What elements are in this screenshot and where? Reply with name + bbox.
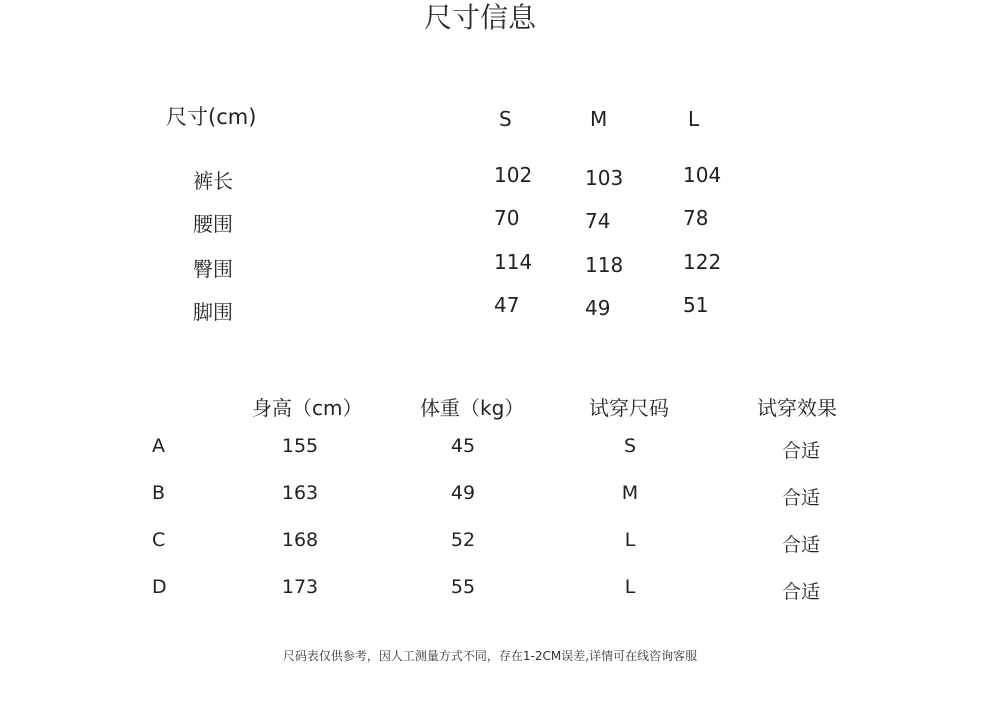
fit-row-id: C (152, 529, 166, 551)
fit-header-weight: 体重（kg） (420, 396, 525, 420)
size-cell: 122 (683, 250, 722, 274)
size-col-l: L (688, 107, 700, 131)
size-table-corner-label: 尺寸(cm) (166, 105, 257, 129)
fit-header-size: 试穿尺码 (589, 396, 669, 420)
fit-cell-height: 163 (281, 482, 319, 504)
disclaimer-note: 尺码表仅供参考，因人工测量方式不同，存在1-2CM误差,详情可在线咨询客服 (282, 649, 698, 663)
fit-cell-height: 168 (281, 529, 319, 551)
size-row-label: 裤长 (193, 169, 233, 193)
size-row-label: 脚围 (193, 300, 233, 324)
fit-cell-size: S (623, 435, 637, 457)
page-title: 尺寸信息 (423, 1, 536, 34)
fit-cell-effect: 合适 (781, 440, 820, 462)
size-row-label: 腰围 (193, 212, 233, 236)
size-col-m: M (590, 107, 608, 131)
size-cell: 47 (494, 293, 520, 317)
size-cell: 114 (494, 250, 533, 274)
fit-cell-effect: 合适 (781, 534, 820, 556)
size-cell: 104 (683, 163, 722, 187)
size-cell: 118 (585, 253, 624, 277)
fit-header-height: 身高（cm） (252, 396, 363, 420)
fit-cell-size: L (624, 529, 636, 551)
size-cell: 78 (683, 206, 709, 230)
size-row-label: 臀围 (193, 257, 233, 281)
size-cell: 103 (585, 166, 624, 190)
fit-cell-weight: 52 (450, 529, 476, 551)
fit-row-id: A (152, 435, 165, 457)
fit-row-id: B (152, 482, 166, 504)
fit-cell-weight: 49 (450, 482, 476, 504)
fit-row-id: D (152, 576, 167, 598)
size-cell: 102 (494, 163, 533, 187)
size-col-s: S (499, 107, 512, 131)
size-cell: 51 (683, 293, 709, 317)
fit-cell-size: M (621, 482, 639, 504)
fit-header-effect: 试穿效果 (757, 396, 837, 420)
fit-cell-effect: 合适 (781, 581, 820, 603)
size-cell: 49 (585, 296, 611, 320)
fit-cell-height: 173 (281, 576, 319, 598)
fit-cell-weight: 45 (450, 435, 476, 457)
fit-cell-height: 155 (281, 435, 319, 457)
size-cell: 70 (494, 206, 520, 230)
fit-cell-size: L (624, 576, 636, 598)
size-cell: 74 (585, 209, 611, 233)
fit-cell-weight: 55 (450, 576, 476, 598)
fit-cell-effect: 合适 (781, 487, 820, 509)
